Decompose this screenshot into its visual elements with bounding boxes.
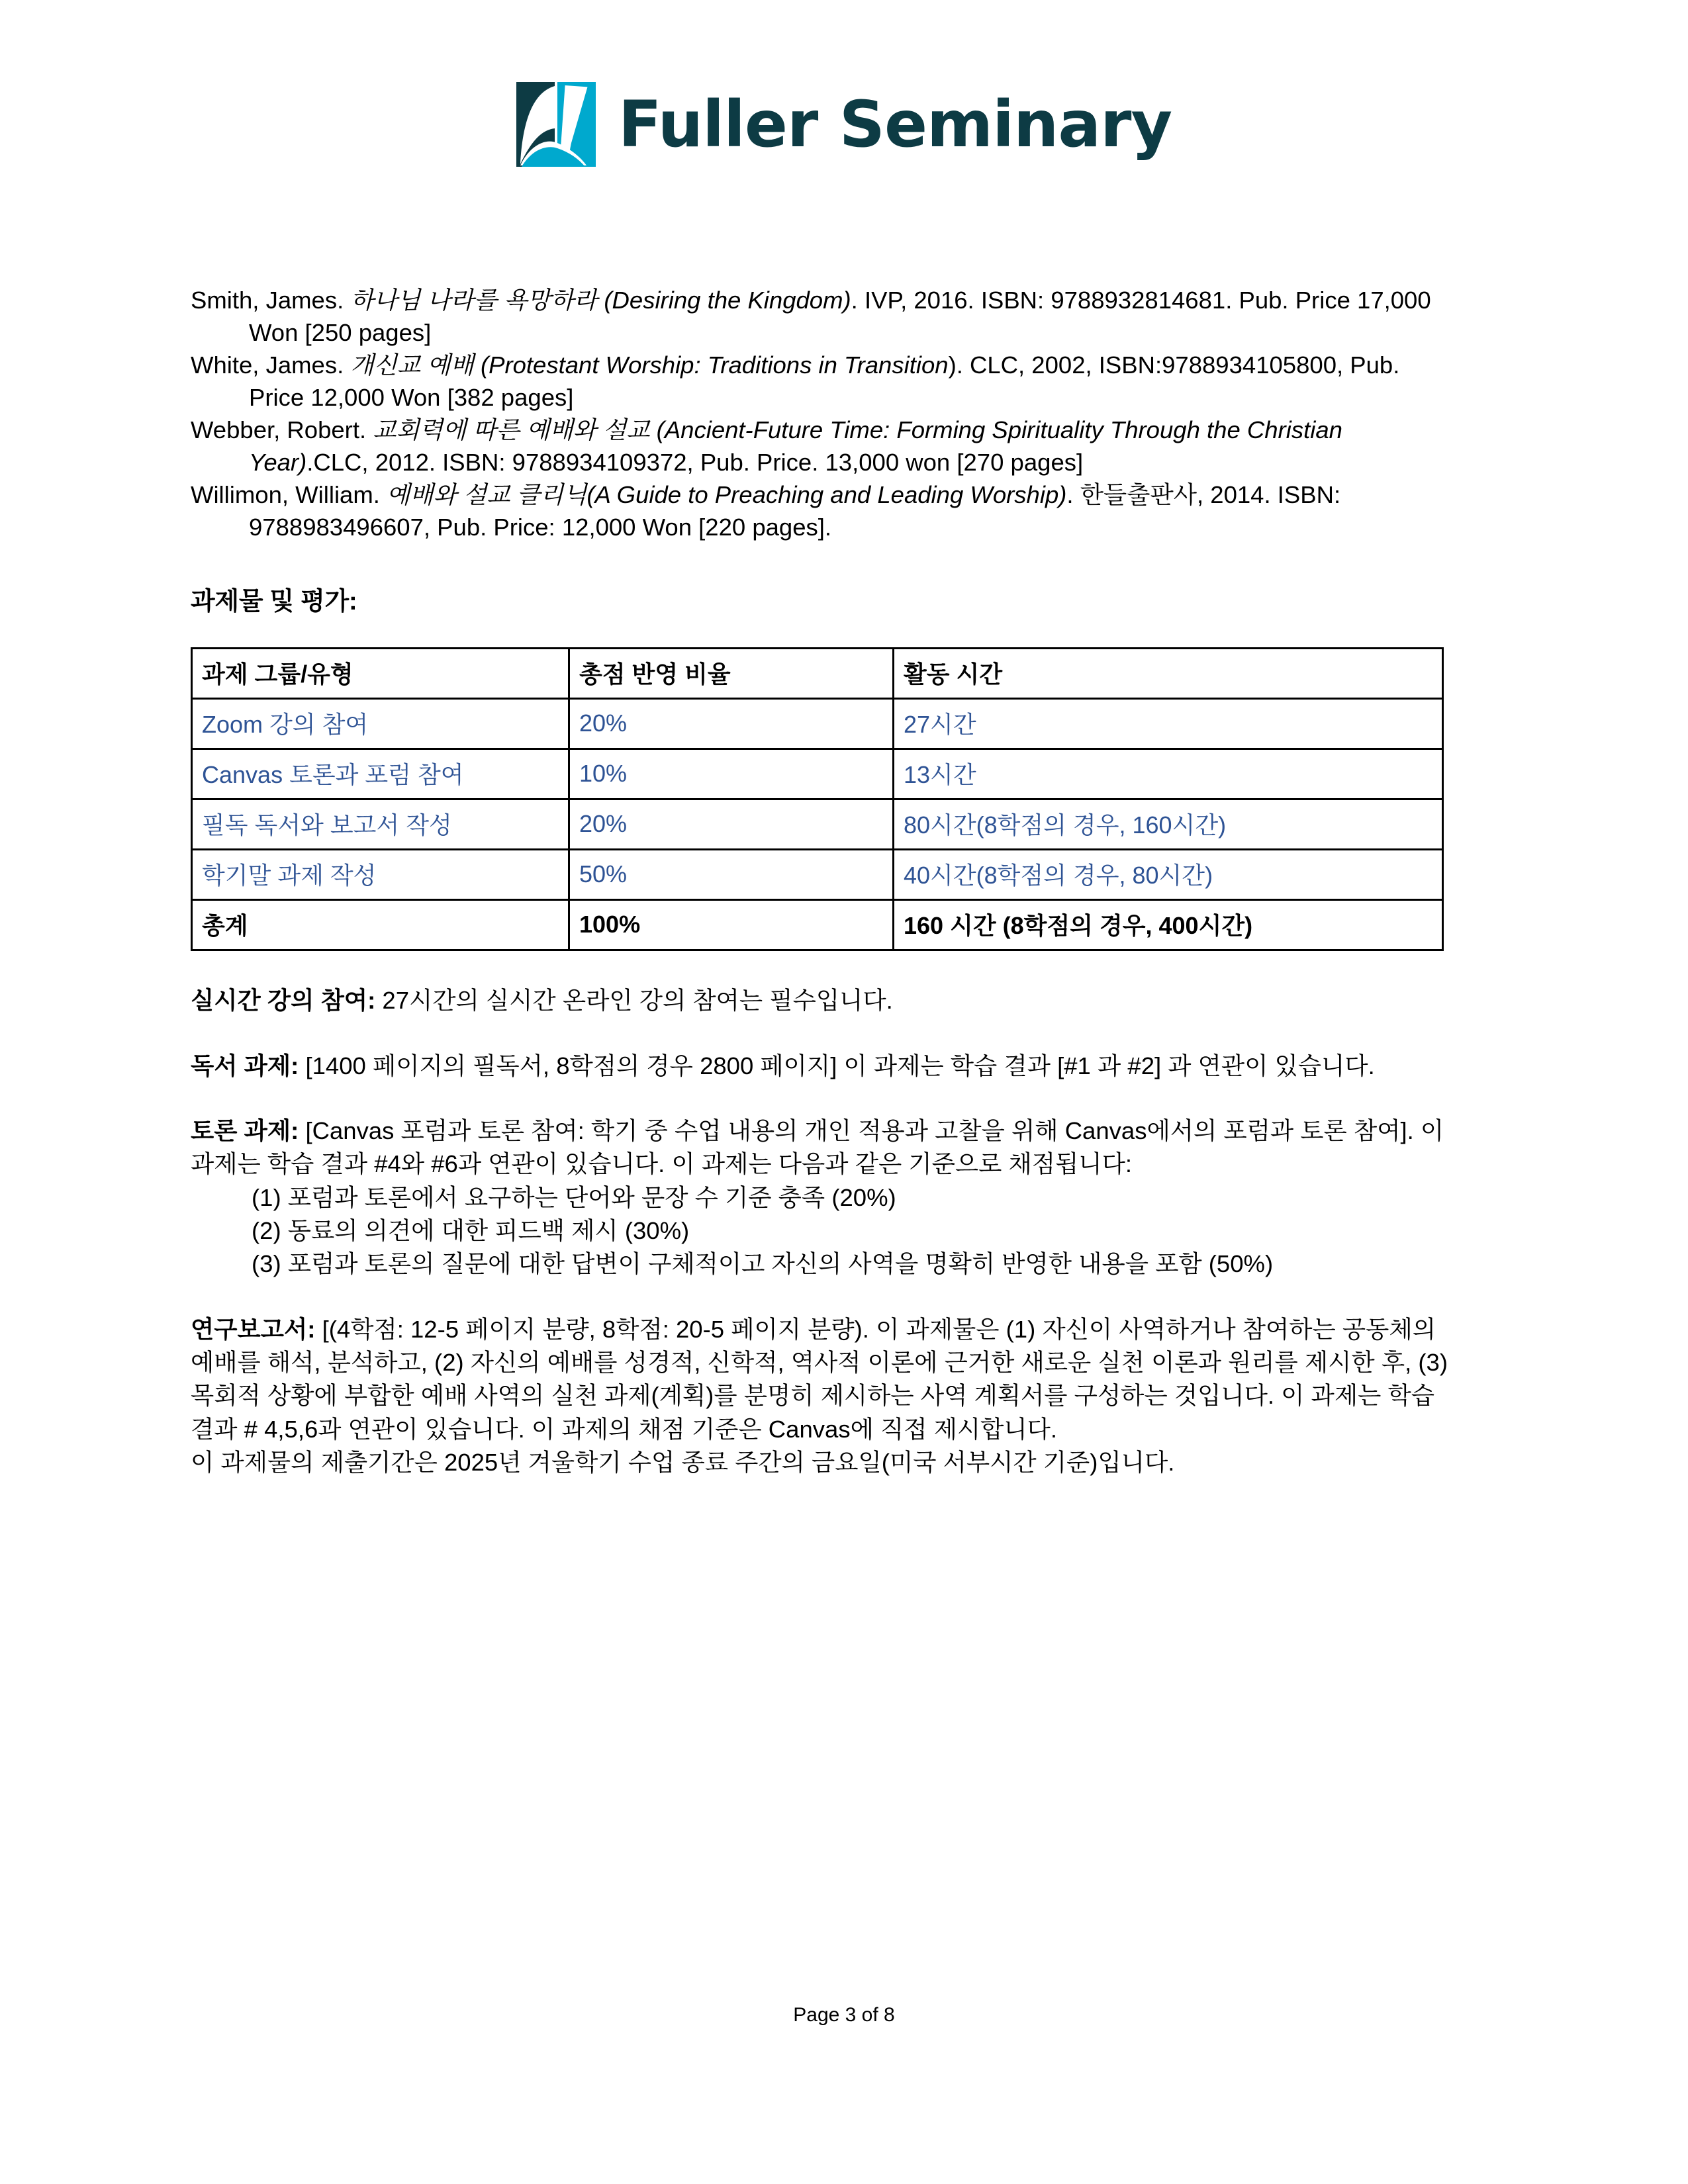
paragraph-label: 독서 과제: <box>191 1052 299 1079</box>
citation-title: 예배와 설교 클리닉(A Guide to Preaching and Leading Worship) <box>387 481 1067 509</box>
list-item: (2) 동료의 의견에 대한 피드백 제시 (30%) <box>252 1217 690 1245</box>
paragraph-text: [(4학점: 12-5 페이지 분량, 8학점: 20-5 페이지 분량). 이 과제물은 (1) 자신이 사역하거나 참여하는 공동체의 예배를 해석, 분석하고, (2) 자신의 예배를 성경적, 신학적, 역사적 이론에 근거한 새로운 실천 이론과 원리를 제시한 후, (3) 목회적 상황에 부합한 예배 사역의 실천 과제(계획)를 분명히 제시하는 사역 계획서를 구성하는 것입니다. 이 과제는 학습 결과 # 4,5,6과 연관이 있습니다. 이 과제의 채점 기준은 Canvas에 직접 제시합니다. <box>191 1315 1448 1443</box>
citation-author: Willimon, William. <box>191 481 387 509</box>
table-header-row <box>192 649 1443 699</box>
cell-type: Canvas 토론과 포럼 참여 <box>192 749 569 799</box>
paragraph-live-class <box>191 984 1448 1017</box>
table-row <box>192 799 1443 850</box>
citation-details: . IVP, 2016. ISBN: 9788932814681. Pub. Price 17,000 Won [250 pages] <box>249 287 1431 346</box>
table-total-row <box>192 900 1443 950</box>
page-number: Page 3 of 8 <box>793 2004 895 2026</box>
paragraph-text: [1400 페이지의 필독서, 8학점의 경우 2800 페이지] 이 과제는 학습 결과 [#1 과 #2] 과 연관이 있습니다. <box>299 1052 1375 1079</box>
bibliography-list <box>191 285 1448 543</box>
list-item: (1) 포럼과 토론에서 요구하는 단어와 문장 수 기준 충족 (20%) <box>252 1183 896 1211</box>
cell-type: Zoom 강의 참여 <box>192 699 569 749</box>
paragraph-due-note: 이 과제물의 제출기간은 2025년 겨울학기 수업 종료 주간의 금요일(미국 서부시간 기준)입니다. <box>191 1449 1175 1477</box>
citation-author: White, James. <box>191 351 351 379</box>
list-item: (3) 포럼과 토론의 질문에 대한 답변이 구체적이고 자신의 사역을 명확히 반영한 내용을 포함 (50%) <box>252 1250 1274 1278</box>
open-book-icon <box>516 82 596 167</box>
cell-weight: 50% <box>569 850 894 900</box>
table-row <box>192 699 1443 749</box>
paragraph-label: 연구보고서: <box>191 1315 316 1343</box>
column-header-hours: 활동 시간 <box>894 649 1443 699</box>
column-header-weight: 총점 반영 비율 <box>569 649 894 699</box>
paragraph-discussion <box>191 1115 1448 1181</box>
bibliography-entry <box>191 349 1448 414</box>
citation-author: Webber, Robert. <box>191 416 373 444</box>
discussion-criteria-list <box>191 1181 1448 1281</box>
fuller-seminary-logo <box>516 82 1172 167</box>
table-row <box>192 749 1443 799</box>
page-footer <box>0 2004 1688 2026</box>
paragraph-text: [Canvas 포럼과 토론 참여: 학기 중 수업 내용의 개인 적용과 고찰을 위해 Canvas에서의 포럼과 토론 참여]. 이 과제는 학습 결과 #4와 #6과 연관이 있습니다. 이 과제는 다음과 같은 기준으로 채점됩니다: <box>191 1116 1444 1178</box>
cell-hours: 27시간 <box>894 699 1443 749</box>
assignments-heading: 과제물 및 평가: <box>191 588 357 616</box>
paragraph-research-report <box>191 1313 1448 1446</box>
citation-details: .CLC, 2012. ISBN: 9788934109372, Pub. Price. 13,000 won [270 pages] <box>306 448 1084 476</box>
paragraph-label: 토론 과제: <box>191 1116 299 1144</box>
cell-total-weight: 100% <box>569 900 894 950</box>
grading-table <box>191 647 1444 951</box>
paragraph-label: 실시간 강의 참여: <box>191 987 376 1015</box>
cell-total-label: 총계 <box>192 900 569 950</box>
cell-weight: 10% <box>569 749 894 799</box>
table-row <box>192 850 1443 900</box>
bibliography-entry <box>191 479 1448 543</box>
cell-type: 필독 독서와 보고서 작성 <box>192 799 569 850</box>
citation-title: 교회력에 따른 예배와 설교 (Ancient-Future Time: Forming Spirituality Through the Christian Year) <box>249 416 1342 476</box>
cell-hours: 40시간(8학점의 경우, 80시간) <box>894 850 1443 900</box>
cell-hours: 13시간 <box>894 749 1443 799</box>
cell-total-hours: 160 시간 (8학점의 경우, 400시간) <box>894 900 1443 950</box>
citation-details: ). CLC, 2002, ISBN:9788934105800, Pub. Price 12,000 Won [382 pages] <box>249 351 1400 411</box>
bibliography-entry <box>191 414 1448 478</box>
cell-weight: 20% <box>569 699 894 749</box>
paragraph-text: 27시간의 실시간 온라인 강의 참여는 필수입니다. <box>375 987 893 1015</box>
citation-title: (Protestant Worship: Traditions in Transition <box>473 351 949 379</box>
citation-author: Smith, James. <box>191 287 351 314</box>
citation-title: 하나님 나라를 욕망하라 (Desiring the Kingdom) <box>350 287 851 314</box>
column-header-type: 과제 그룹/유형 <box>192 649 569 699</box>
page-header <box>0 78 1688 171</box>
citation-details: . 한들출판사, 2014. ISBN: 9788983496607, Pub. Price: 12,000 Won [220 pages]. <box>249 481 1341 541</box>
citation-title-ko: 개신교 예배 <box>350 351 474 379</box>
bibliography-entry <box>191 285 1448 349</box>
cell-hours: 80시간(8학점의 경우, 160시간) <box>894 799 1443 850</box>
cell-weight: 20% <box>569 799 894 850</box>
paragraph-reading <box>191 1050 1448 1083</box>
document-body <box>191 285 1448 1480</box>
cell-type: 학기말 과제 작성 <box>192 850 569 900</box>
brand-name: Fuller Seminary <box>618 87 1172 161</box>
